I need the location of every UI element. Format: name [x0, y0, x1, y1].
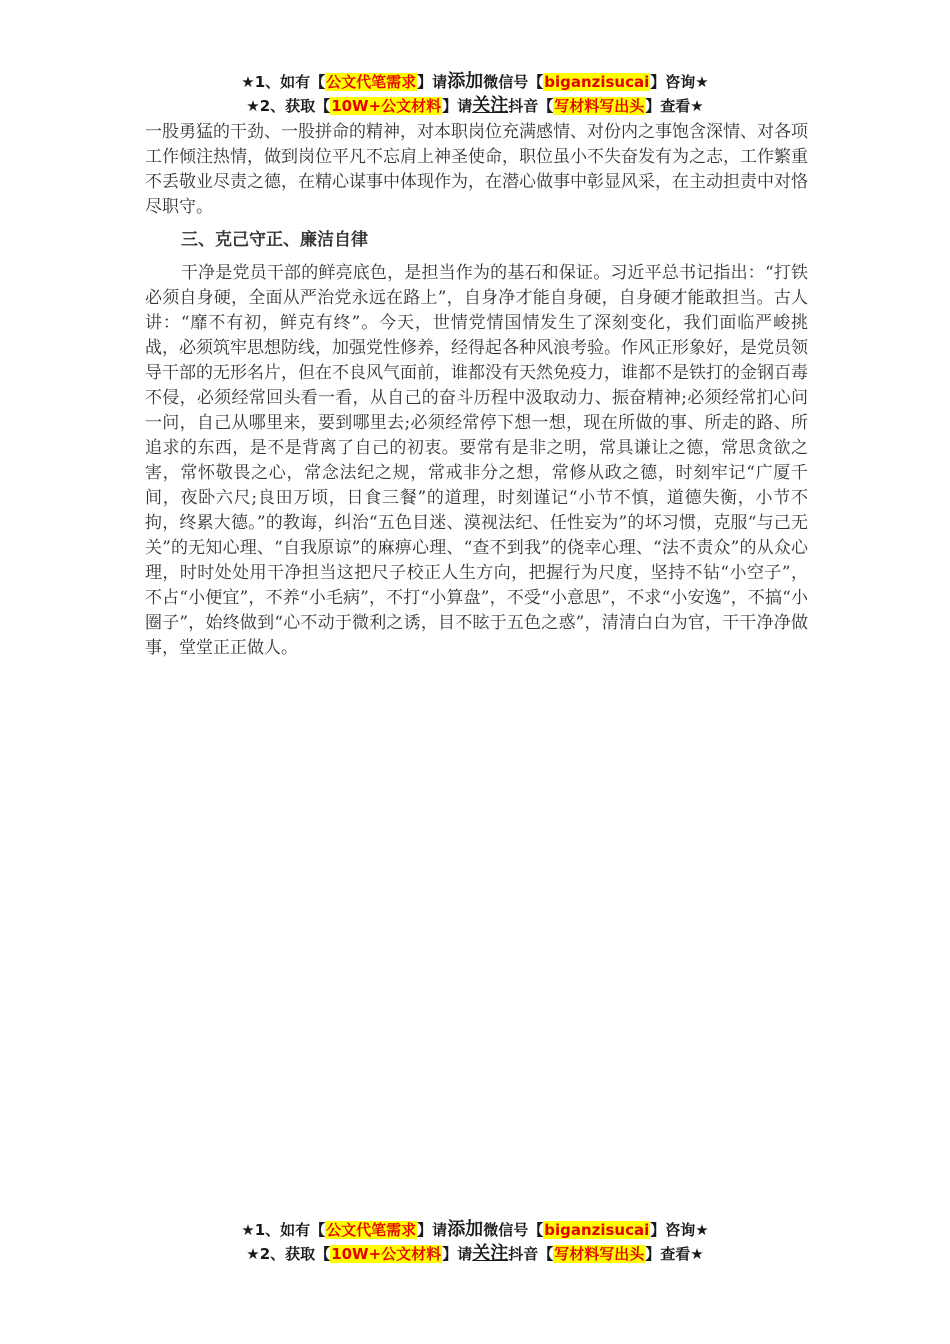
- banner-emphasis: 关注: [472, 1243, 509, 1264]
- banner-emphasis: 添加: [447, 71, 484, 92]
- highlight-service: 公文代笔需求: [326, 1221, 417, 1239]
- banner-text: 】请: [442, 1245, 473, 1263]
- highlight-wechat-id: biganzisucai: [544, 73, 650, 91]
- header-banner-line-2: [0, 94, 950, 118]
- banner-text: ★2、获取【: [246, 97, 331, 115]
- highlight-materials: 10W+公文材料: [331, 97, 442, 115]
- footer-banner: [0, 1218, 950, 1266]
- banner-text: ★1、如有【: [241, 73, 326, 91]
- paragraph-continued: 一股勇猛的干劲、一股拼命的精神，对本职岗位充满感情、对份内之事饱含深情、对各项工作倾注热情，做到岗位平凡不忘肩上神圣使命，职位虽小不失奋发有为之志，工作繁重不丢敬业尽责之德，在精心谋事中体现作为，在潜心做事中彰显风采，在主动担责中对恪尽职守。: [145, 122, 808, 217]
- banner-text: ★1、如有【: [241, 1221, 326, 1239]
- banner-text: ★2、获取【: [246, 1245, 331, 1263]
- banner-text: 】请: [417, 1221, 448, 1239]
- footer-banner-line-2: [0, 1242, 950, 1266]
- highlight-materials: 10W+公文材料: [331, 1245, 442, 1263]
- banner-text: 抖音【: [508, 97, 554, 115]
- banner-text: 】请: [442, 97, 473, 115]
- banner-text: 微信号【: [483, 73, 544, 91]
- header-banner-line-1: [0, 70, 950, 94]
- banner-text: 】咨询★: [650, 73, 709, 91]
- highlight-douyin-account: 写材料写出头: [554, 1245, 645, 1263]
- footer-banner-line-1: [0, 1218, 950, 1242]
- highlight-service: 公文代笔需求: [326, 73, 417, 91]
- document-body: [145, 120, 808, 661]
- banner-emphasis: 添加: [447, 1219, 484, 1240]
- header-banner: [0, 70, 950, 118]
- banner-text: 微信号【: [483, 1221, 544, 1239]
- highlight-douyin-account: 写材料写出头: [554, 97, 645, 115]
- banner-emphasis: 关注: [472, 95, 509, 116]
- banner-text: 】查看★: [645, 1245, 704, 1263]
- banner-text: 】请: [417, 73, 448, 91]
- banner-text: 抖音【: [508, 1245, 554, 1263]
- paragraph-integrity: 干净是党员干部的鲜亮底色，是担当作为的基石和保证。习近平总书记指出：“打铁必须自身硬，全面从严治党永远在路上”，自身净才能自身硬，自身硬才能敢担当。古人讲：“靡不有初，鲜克有终”。今天，世情党情国情发生了深刻变化，我们面临严峻挑战，必须筑牢思想防线，加强党性修养，经得起各种风浪考验。作风正形象好，是党员领导干部的无形名片，但在不良风气面前，谁都没有天然免疫力，谁都不是铁打的金钢百毒不侵，必须经常回头看一看，从自己的奋斗历程中汲取动力、振奋精神;必须经常扪心问一问，自己从哪里来，要到哪里去;必须经常停下想一想，现在所做的事、所走的路、所追求的东西，是不是背离了自己的初衷。要常有是非之明，常具谦让之德，常思贪欲之害，常怀敬畏之心，常念法纪之规，常戒非分之想，常修从政之德，时刻牢记“广厦千间，夜卧六尺;良田万顷，日食三餐”的道理，时刻谨记“小节不慎，道德失衡，小节不拘，终累大德。”的教诲，纠治“五色目迷、漠视法纪、任性妄为”的坏习惯，克服“与己无关”的无知心理、“自我原谅”的麻痹心理、“查不到我”的侥幸心理、“法不责众”的从众心理，时时处处用干净担当这把尺子校正人生方向，把握行为尺度，坚持不钻“小空子”，不占“小便宜”，不养“小毛病”，不打“小算盘”，不受“小意思”，不求“小安逸”，不搞“小圈子”，始终做到“心不动于微利之诱，目不眩于五色之惑”，清清白白为官，干干净净做事，堂堂正正做人。: [145, 263, 808, 658]
- banner-text: 】查看★: [645, 97, 704, 115]
- highlight-wechat-id: biganzisucai: [544, 1221, 650, 1239]
- banner-text: 】咨询★: [650, 1221, 709, 1239]
- section-heading-3: 三、克己守正、廉洁自律: [181, 230, 368, 250]
